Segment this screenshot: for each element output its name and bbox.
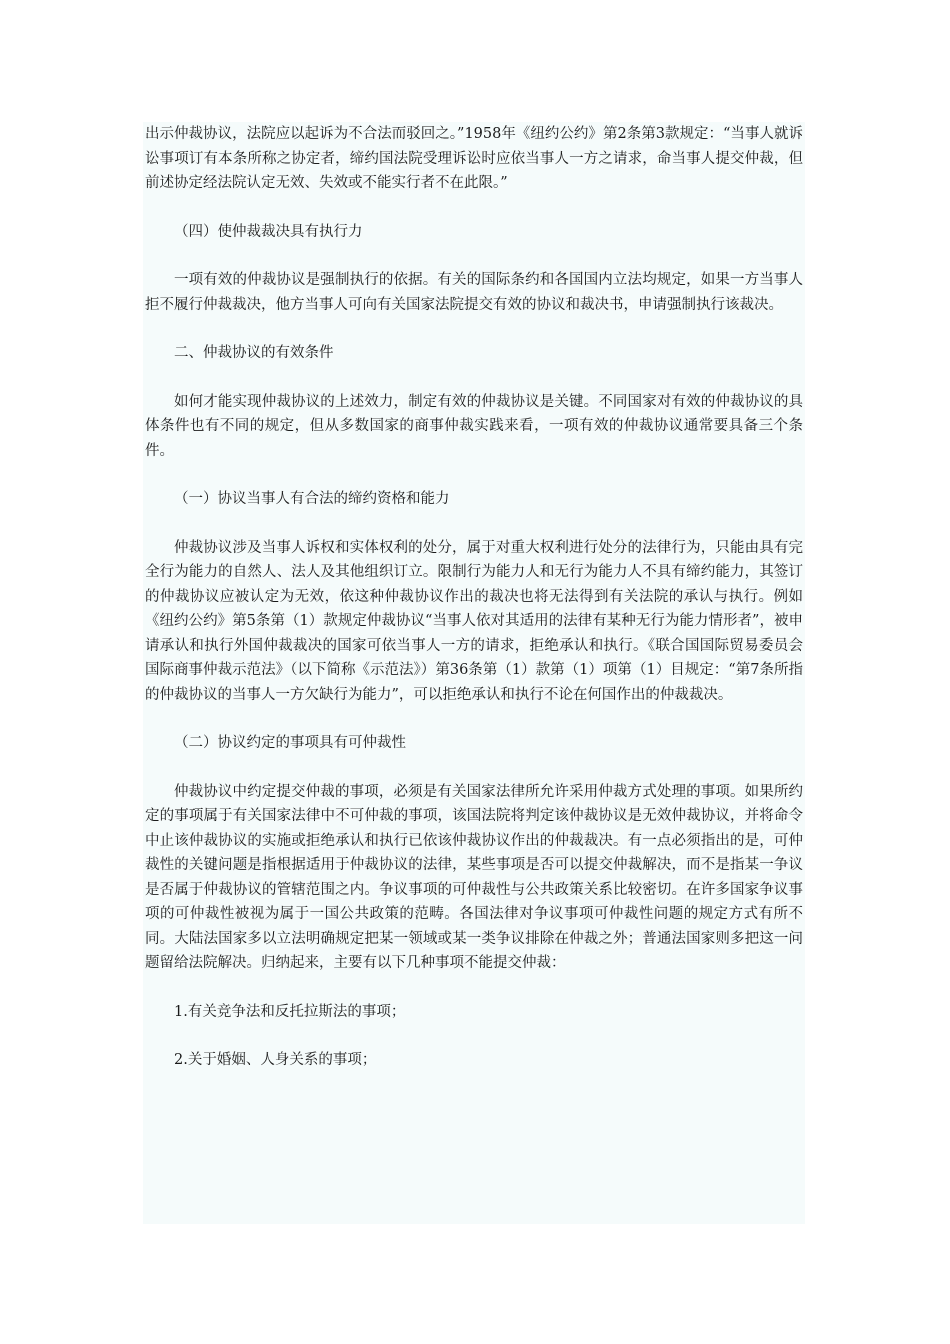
paragraph-gap — [145, 463, 803, 487]
paragraph-gap — [145, 756, 803, 780]
paragraph-gap — [145, 244, 803, 268]
heading-capacity: （一）协议当事人有合法的缔约资格和能力 — [174, 491, 450, 507]
paragraph-gap — [145, 1024, 803, 1048]
paragraph-gap — [145, 366, 803, 390]
heading-validity-conditions: 二、仲裁协议的有效条件 — [174, 345, 334, 361]
list-item-competition-law: 1.有关竞争法和反托拉斯法的事项； — [174, 1003, 406, 1020]
list-item-marriage-personal: 2.关于婚姻、人身关系的事项； — [174, 1052, 377, 1068]
paragraph-new-york-convention-quote: 出示仲裁协议，法院应以起诉为不合法而驳回之。”1958年《纽约公约》第2条第3款规定：“当事人就诉讼事项订有本条所称之协定者，缔约国法院受理诉讼时应依当事人一方之请求，命当事人提交仲裁，但前述协定经法院认定无效、失效或不能实行者不在此限。” — [145, 126, 803, 191]
paragraph-gap — [145, 707, 803, 731]
paragraph-gap — [145, 512, 803, 536]
heading-enforceability: （四）使仲裁裁决具有执行力 — [174, 223, 363, 240]
paragraph-validity-intro: 如何才能实现仲裁协议的上述效力，制定有效的仲裁协议是关键。不同国家对有效的仲裁协议的具体条件也有不同的规定，但从多数国家的商事仲裁实践来看，一项有效的仲裁协议通常要具备三个条件。 — [145, 393, 803, 459]
paragraph-enforcement-basis: 一项有效的仲裁协议是强制执行的依据。有关的国际条约和各国国内立法均规定，如果一方当事人拒不履行仲裁裁决，他方当事人可向有关国家法院提交有效的协议和裁决书，申请强制执行该裁决。 — [145, 272, 803, 313]
paragraph-capacity: 仲裁协议涉及当事人诉权和实体权利的处分，属于对重大权利进行处分的法律行为，只能由具有完全行为能力的自然人、法人及其他组织订立。限制行为能力人和无行为能力人不具有缔约能力，其签订的仲裁协议应被认定为无效，依这种仲裁协议作出的裁决也将无法得到有关法院的承认与执行。例如《纽约公约》第5条第（1）款规定仲裁协议“当事人依对其适用的法律有某种无行为能力情形者”，被申请承认和执行外国仲裁裁决的国家可依当事人一方的请求，拒绝承认和执行。《联合国国际贸易委员会国际商事仲裁示范法》（以下简称《示范法》）第36条第（1）款第（1）项第（1）目规定：“第7条所指的仲裁协议的当事人一方欠缺行为能力”，可以拒绝承认和执行不论在何国作出的仲裁裁决。 — [145, 539, 803, 703]
paragraph-gap — [145, 196, 803, 220]
paragraph-gap — [145, 976, 803, 1000]
document-text-block — [143, 122, 805, 1224]
heading-arbitrability: （二）协议约定的事项具有可仲裁性 — [174, 735, 406, 751]
paragraph-gap — [145, 317, 803, 341]
paragraph-arbitrability: 仲裁协议中约定提交仲裁的事项，必须是有关国家法律所允许采用仲裁方式处理的事项。如果所约定的事项属于有关国家法律中不可仲裁的事项，该国法院将判定该仲裁协议是无效仲裁协议，并将命令中止该仲裁协议的实施或拒绝承认和执行已依该仲裁协议作出的仲裁裁决。有一点必须指出的是，可仲裁性的关键问题是指根据适用于仲裁协议的法律，某些事项是否可以提交仲裁解决，而不是指某一争议是否属于仲裁协议的管辖范围之内。争议事项的可仲裁性与公共政策关系比较密切。在许多国家争议事项的可仲裁性被视为属于一国公共政策的范畴。各国法律对争议事项可仲裁性问题的规定方式有所不同。大陆法国家多以立法明确规定把某一领域或某一类争议排除在仲裁之外；普通法国家则多把这一问题留给法院解决。归纳起来，主要有以下几种事项不能提交仲裁： — [145, 783, 803, 971]
